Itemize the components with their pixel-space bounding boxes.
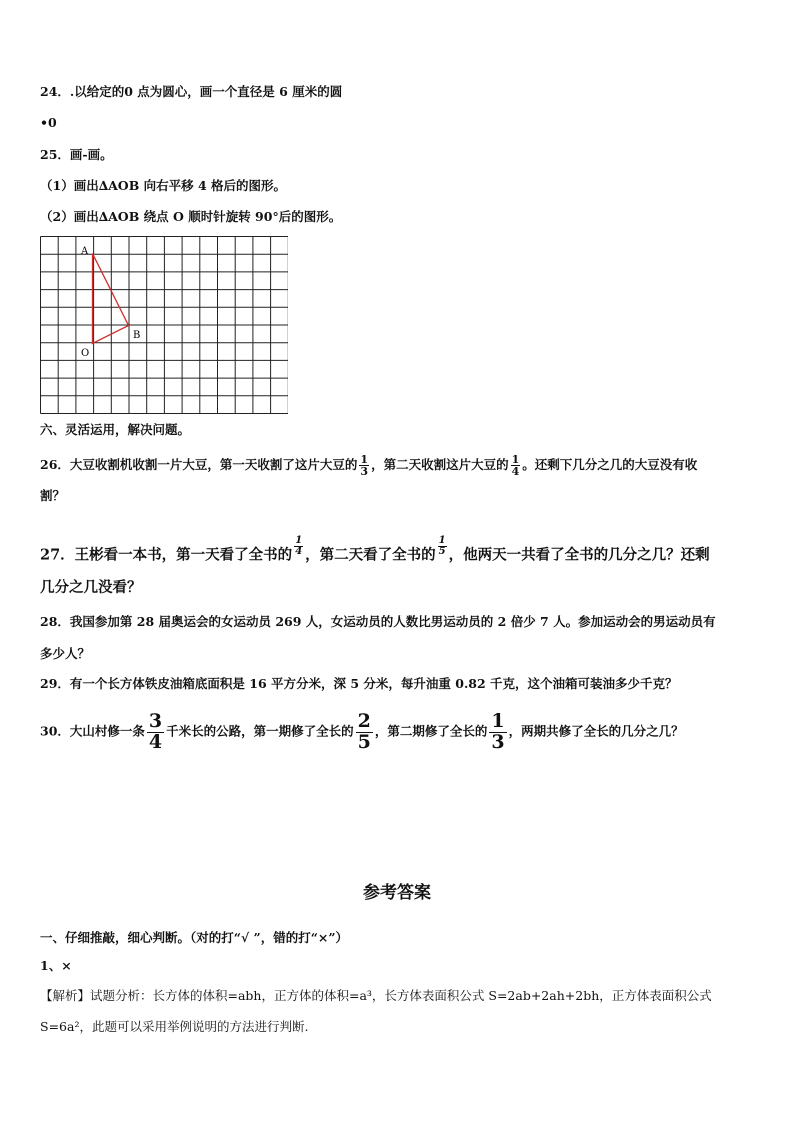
fraction-1-5-italic: $\frac{1}{5}$ [438,535,446,557]
analysis-line-2: S=6a²，此题可以采用举例说明的方法进行判断. [40,1019,309,1034]
question-24: 24．.以给定的0 点为圆心，画一个直径是 6 厘米的圆 [40,84,343,99]
q26-part3: 。还剩下几分之几的大豆没有收 [522,457,698,472]
fraction-3-4: $\frac{3}{4}$ [148,710,163,753]
question-27-line2: 几分之几没看？ [40,579,142,596]
q30-part2: 千米长的公路，第一期修了全长的 [166,723,354,739]
question-30 [40,712,684,752]
section-6-heading: 六、灵活运用，解决问题。 [40,422,191,437]
point-o-label: •0 [40,115,57,130]
question-25-sub2: （2）画出∆AOB 绕点 O 顺时针旋转 90°后的图形。 [40,209,342,224]
triangle-aob [93,254,129,344]
label-b: B [133,330,141,341]
fraction-1-3: $\frac{1}{3}$ [360,453,369,478]
q26-part1: 26．大豆收割机收割一片大豆，第一天收割了这片大豆的 [40,457,358,472]
q30-part1: 30．大山村修一条 [40,723,145,739]
grid-figure [40,236,288,414]
fraction-1-4: $\frac{1}{4}$ [511,453,520,478]
q27-part3: ，他两天一共看了全书的几分之几？还剩 [448,546,710,564]
question-25-sub1: （1）画出∆AOB 向右平移 4 格后的图形。 [40,178,287,193]
q30-part4: ，两期共修了全长的几分之几？ [508,723,684,739]
answers-section-1: 一、仔细推敲，细心判断。（对的打“√ ”，错的打“×”） [40,930,349,945]
q27-part2: ，第二天看了全书的 [305,546,436,564]
question-27 [40,535,710,566]
label-a: A [81,246,89,257]
answer-1: 1、× [40,958,72,973]
fraction-1-3-large: $\frac{1}{3}$ [491,710,505,753]
question-26-line2: 割？ [40,488,66,503]
q26-part2: ，第二天收割这片大豆的 [371,457,509,472]
label-o: O [81,348,90,359]
answers-title: 参考答案 [363,883,431,903]
fraction-1-4-italic: $\frac{1}{4}$ [295,535,303,557]
question-28-line2: 多少人？ [40,646,91,661]
q27-part1: 27．王彬看一本书，第一天看了全书的 [40,546,293,564]
question-29: 29．有一个长方体铁皮油箱底面积是 16 平方分米，深 5 分米，每升油重 0.82 千克，这个油箱可装油多少千克？ [40,676,678,691]
question-28: 28．我国参加第 28 届奥运会的女运动员 269 人，女运动员的人数比男运动员的 2 倍少 7 人。参加运动会的男运动员有 [40,614,716,629]
q30-part3: ，第二期修了全长的 [374,723,488,739]
analysis-line-1: 【解析】试题分析：长方体的体积=abh，正方体的体积=a³，长方体表面积公式 S=2ab+2ah+2bh，正方体表面积公式 [40,988,712,1003]
fraction-2-5: $\frac{2}{5}$ [357,710,371,753]
question-26 [40,454,697,477]
grid-lines [41,237,289,414]
question-25: 25．画-画。 [40,147,113,162]
